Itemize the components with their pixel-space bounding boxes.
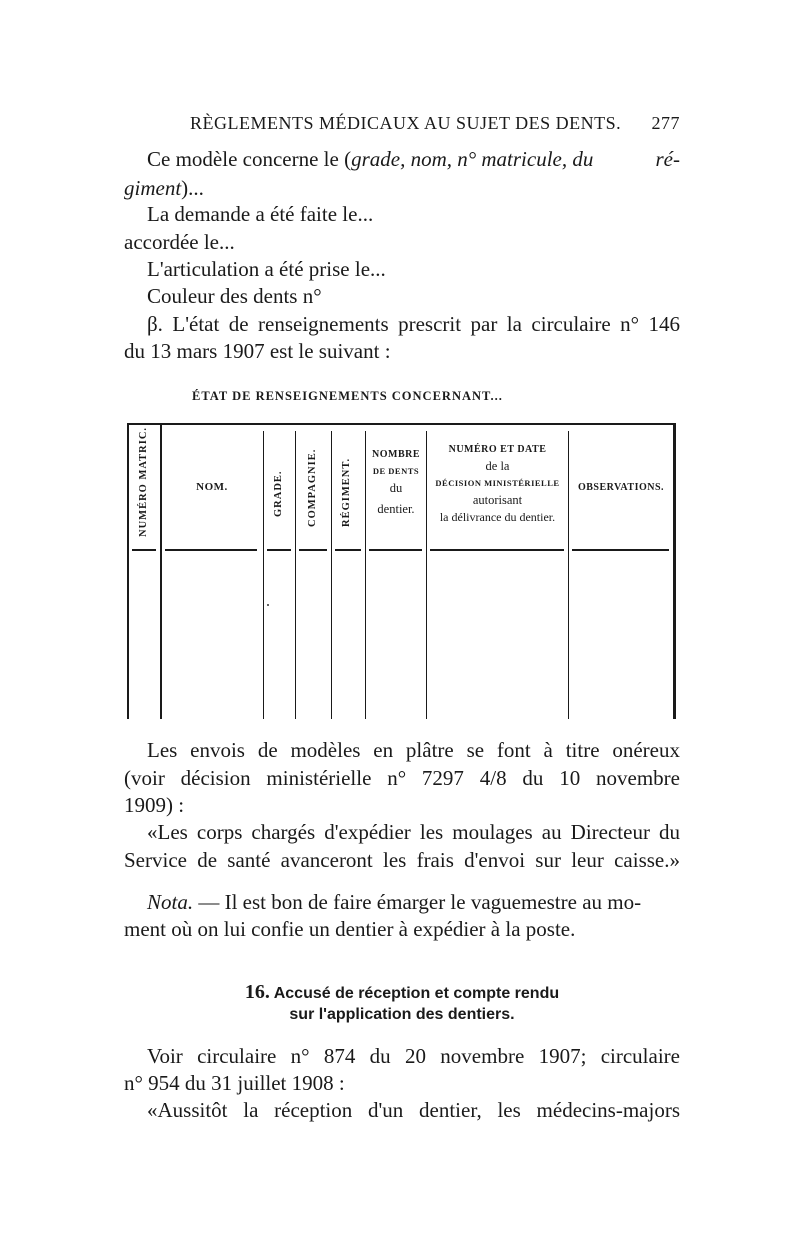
header-rule xyxy=(132,549,156,551)
envois-line-5: Service de santé avanceront les frais d'envoi sur leur caisse.» xyxy=(124,848,680,872)
envois-line-1: Les envois de modèles en plâtre se font à titre onéreux xyxy=(147,738,680,762)
nota-text: — Il est bon de faire émarger le vaguemestre au mo- xyxy=(193,890,642,914)
table-top-rule xyxy=(127,423,676,425)
col-header-decision xyxy=(427,441,568,526)
nota-line-1 xyxy=(147,888,680,916)
col-header-regiment: RÉGIMENT. xyxy=(341,457,352,527)
intro-line-8: du 13 mars 1907 est le suivant : xyxy=(124,339,391,363)
header-rule xyxy=(299,549,327,551)
header-rule xyxy=(572,549,669,551)
header-text: DE DENTS xyxy=(372,466,420,476)
intro-line-3: La demande a été faite le... xyxy=(147,202,374,226)
header-text: du xyxy=(389,481,403,495)
intro-italic: giment xyxy=(124,176,182,200)
intro-text: )... xyxy=(181,176,204,200)
table-border-right xyxy=(673,423,676,719)
section-heading xyxy=(124,981,680,1004)
intro-line-1 xyxy=(147,145,680,173)
header-rule xyxy=(369,549,422,551)
column-rule xyxy=(568,431,569,719)
column-rule xyxy=(331,431,332,719)
header-text: DÉCISION MINISTÉRIELLE xyxy=(435,478,560,488)
section-title-1: Accusé de réception et compte rendu xyxy=(273,985,560,1002)
header-rule xyxy=(267,549,291,551)
column-rule xyxy=(263,431,264,719)
header-text: NOMBRE xyxy=(372,449,420,460)
table-border-left xyxy=(127,423,129,719)
header-text: la délivrance du dentier. xyxy=(439,510,556,524)
col-header-observations: OBSERVATIONS. xyxy=(577,482,665,493)
header-text: dentier. xyxy=(377,502,415,516)
intro-line-5: L'articulation a été prise le... xyxy=(147,257,386,281)
information-table xyxy=(127,423,676,719)
col-header-matricule: NUMÉRO MATRIC. xyxy=(138,426,149,537)
header-rule xyxy=(335,549,361,551)
intro-line-2 xyxy=(124,174,680,202)
envois-line-3: 1909) : xyxy=(124,793,185,817)
page-number: 277 xyxy=(651,113,680,133)
intro-text: Ce modèle concerne le ( xyxy=(147,147,352,171)
voir-line-2: n° 954 du 31 juillet 1908 : xyxy=(124,1071,345,1095)
col-header-nombre xyxy=(366,446,426,518)
header-title: RÈGLEMENTS MÉDICAUX AU SUJET DES DENTS. xyxy=(190,113,622,133)
header-text: autorisant xyxy=(472,493,523,507)
header-text: de la xyxy=(485,459,510,473)
section-title-2: sur l'application des dentiers. xyxy=(289,1006,515,1023)
table-caption: ÉTAT DE RENSEIGNEMENTS CONCERNANT... xyxy=(192,389,503,403)
voir-line-1: Voir circulaire n° 874 du 20 novembre 1907; circulaire xyxy=(147,1044,680,1068)
col-header-grade: GRADE. xyxy=(273,470,284,517)
voir-line-3: «Aussitôt la réception d'un dentier, les médecins-majors xyxy=(147,1098,680,1122)
header-text: NUMÉRO ET DATE xyxy=(448,444,547,455)
intro-italic: grade, nom, n° matricule, du xyxy=(351,147,594,171)
col-header-compagnie: COMPAGNIE. xyxy=(307,448,318,527)
col-header-nom: NOM. xyxy=(196,481,228,493)
intro-line-6: Couleur des dents n° xyxy=(147,284,322,308)
header-rule xyxy=(430,549,564,551)
intro-line-4: accordée le... xyxy=(124,230,235,254)
nota-line-2: ment où on lui confie un dentier à expédier à la poste. xyxy=(124,917,576,941)
intro-line-7: β. L'état de renseignements prescrit par la circulaire n° 146 xyxy=(147,312,680,336)
ink-speck xyxy=(267,604,269,606)
nota-label: Nota. xyxy=(147,890,194,914)
envois-line-4: «Les corps chargés d'expédier les moulages au Directeur du xyxy=(147,820,680,844)
intro-italic-hyphen: ré- xyxy=(655,147,680,171)
section-number: 16. xyxy=(244,981,270,1003)
column-rule xyxy=(160,423,162,719)
envois-line-2: (voir décision ministérielle n° 7297 4/8 du 10 novembre xyxy=(124,766,680,790)
column-rule xyxy=(295,431,296,719)
header-rule xyxy=(165,549,257,551)
